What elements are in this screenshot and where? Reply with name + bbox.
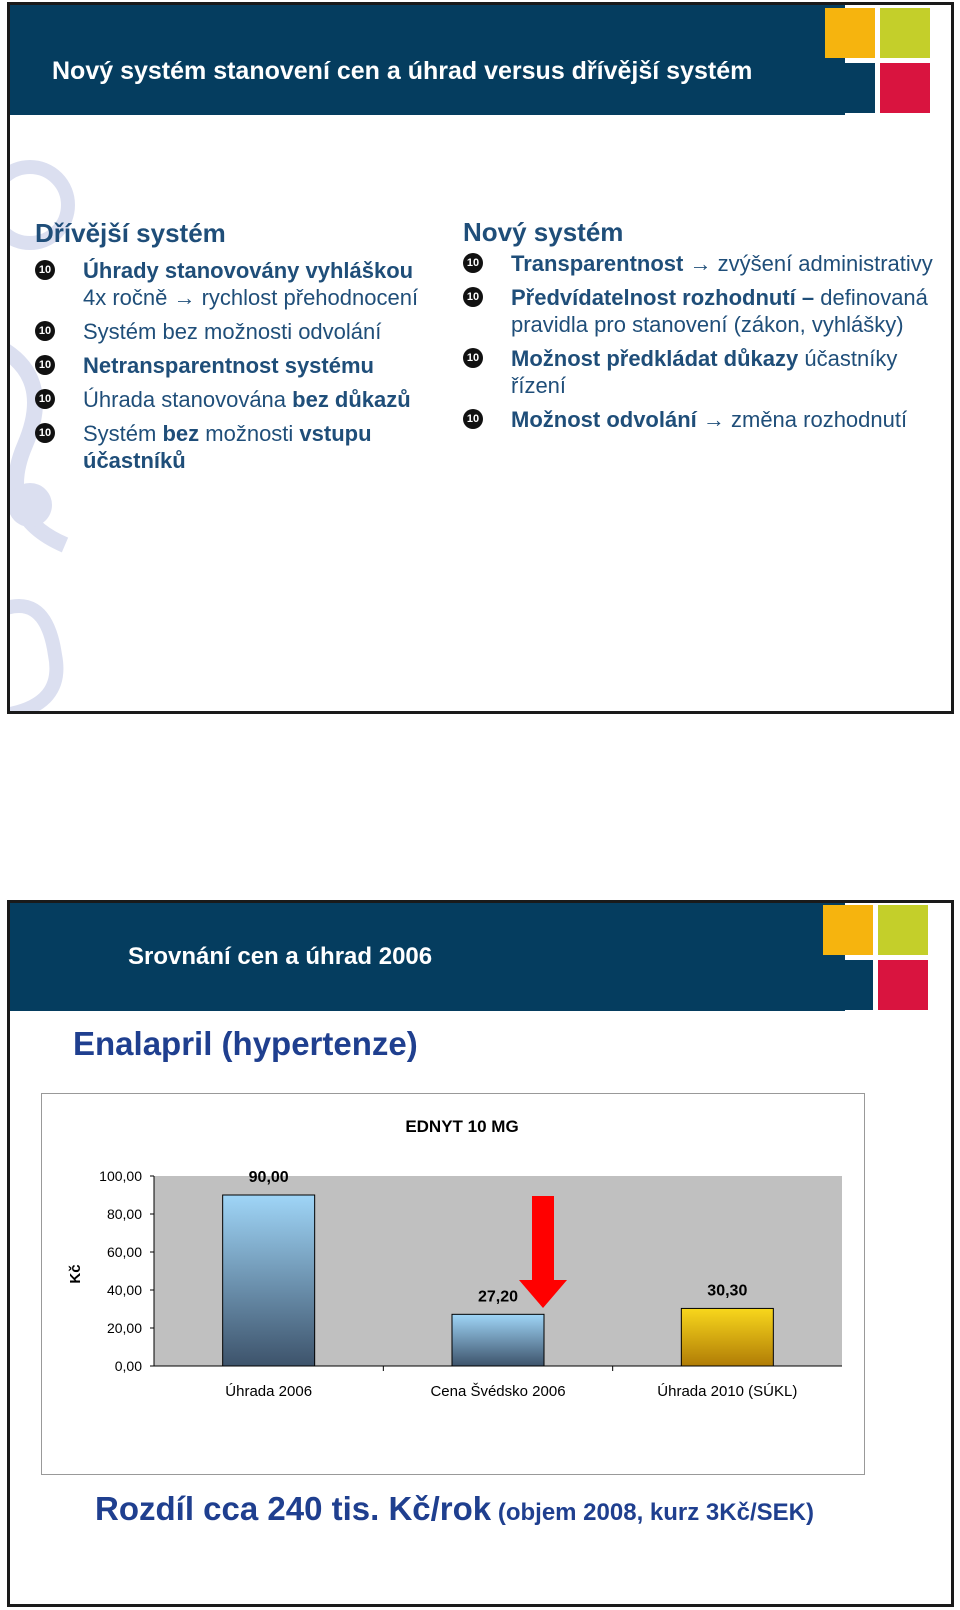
y-tick-label: 40,00 xyxy=(106,1282,142,1298)
y-axis-label: Kč xyxy=(67,1264,84,1284)
corner-square-red xyxy=(880,63,930,113)
slide-1-title: Nový systém stanovení cen a úhrad versus dřívější systém xyxy=(52,57,753,85)
category-label: Cena Švédsko 2006 xyxy=(430,1383,566,1400)
drug-subtitle: Enalapril (hypertenze) xyxy=(73,1025,418,1062)
bullet-text: → změna rozhodnutí xyxy=(696,407,908,432)
chart-frame xyxy=(41,1093,865,1475)
bullet-icon: 10 xyxy=(463,287,483,307)
bar-chart xyxy=(42,1094,864,1474)
bullet-text: Systém xyxy=(83,421,163,446)
old-system-item-2 xyxy=(35,318,435,345)
old-system-item-4 xyxy=(35,386,435,413)
bullet-icon: 10 xyxy=(463,348,483,368)
bullet-icon: 10 xyxy=(35,355,55,375)
corner-square-green xyxy=(880,8,930,58)
slide-2-header xyxy=(10,903,845,1011)
y-tick-label: 80,00 xyxy=(106,1206,142,1222)
bullet-text: Možnost předkládat důkazy xyxy=(511,346,799,371)
corner-square-navy xyxy=(825,63,875,113)
bullet-text: bez xyxy=(162,421,200,446)
slide-2-title: Srovnání cen a úhrad 2006 xyxy=(128,943,433,970)
corner-square-red xyxy=(878,960,928,1010)
y-tick-label: 100,00 xyxy=(99,1168,142,1184)
bullet-icon: 10 xyxy=(35,260,55,280)
difference-note-main: Rozdíl cca 240 tis. Kč/rok xyxy=(95,1490,492,1527)
y-tick-label: 60,00 xyxy=(106,1244,142,1260)
slide-2 xyxy=(7,900,954,1607)
y-tick-label: 20,00 xyxy=(106,1320,142,1336)
corner-square-orange xyxy=(823,905,873,955)
corner-square-green xyxy=(878,905,928,955)
corner-square-navy xyxy=(823,960,873,1010)
bullet-text: Systém bez možnosti odvolání xyxy=(83,319,382,344)
new-system-item-3 xyxy=(463,345,933,399)
bullet-text: účastníky řízení xyxy=(511,346,898,398)
bullet-icon: 10 xyxy=(35,321,55,341)
data-label: 90,00 xyxy=(248,1169,289,1186)
slide-1 xyxy=(7,2,954,714)
data-label: 30,30 xyxy=(707,1282,748,1300)
difference-note xyxy=(95,1490,814,1528)
bullet-icon: 10 xyxy=(463,409,483,429)
slide-1-header xyxy=(10,5,845,115)
new-system-item-4 xyxy=(463,406,933,433)
new-system-list xyxy=(463,250,933,440)
bullet-text: Úhrada stanovována xyxy=(83,387,293,412)
bullet-text: Možnost odvolání xyxy=(511,407,697,432)
chart-title: EDNYT 10 MG xyxy=(405,1117,519,1136)
bar-2 xyxy=(452,1314,544,1366)
bar-3 xyxy=(681,1308,773,1366)
bullet-text: možnosti xyxy=(199,421,300,446)
category-label: Úhrada 2010 (SÚKL) xyxy=(657,1383,798,1400)
bullet-text: bez důkazů xyxy=(292,387,411,412)
old-system-item-3 xyxy=(35,352,435,379)
data-label: 27,20 xyxy=(477,1288,519,1306)
bullet-text: 4x ročně → rychlost přehodnocení xyxy=(83,285,419,310)
new-system-item-1 xyxy=(463,250,933,277)
bullet-icon: 10 xyxy=(35,423,55,443)
difference-note-detail: (objem 2008, kurz 3Kč/SEK) xyxy=(491,1499,814,1526)
bullet-text: definovaná pravidla pro stanovení (zákon, vyhlášky) xyxy=(511,285,928,337)
bullet-text: Netransparentnost systému xyxy=(83,353,374,378)
category-label: Úhrada 2006 xyxy=(225,1383,313,1400)
bar-1 xyxy=(223,1195,315,1366)
bullet-text: → zvýšení administrativy xyxy=(683,251,933,276)
old-system-heading: Dřívější systém xyxy=(35,218,226,248)
old-system-list xyxy=(35,257,435,481)
bullet-text: Předvídatelnost rozhodnutí – xyxy=(511,285,815,310)
bullet-icon: 10 xyxy=(35,389,55,409)
new-system-heading: Nový systém xyxy=(463,217,624,247)
bullet-text: Transparentnost xyxy=(511,251,684,276)
y-tick-label: 0,00 xyxy=(114,1358,142,1374)
bullet-icon: 10 xyxy=(463,253,483,273)
old-system-item-1 xyxy=(35,257,435,311)
bullet-text: Úhrady stanovovány vyhláškou xyxy=(83,258,414,283)
corner-square-orange xyxy=(825,8,875,58)
new-system-item-2 xyxy=(463,284,933,338)
old-system-item-5 xyxy=(35,420,435,474)
bullet-text: vstupu účastníků xyxy=(83,421,372,473)
